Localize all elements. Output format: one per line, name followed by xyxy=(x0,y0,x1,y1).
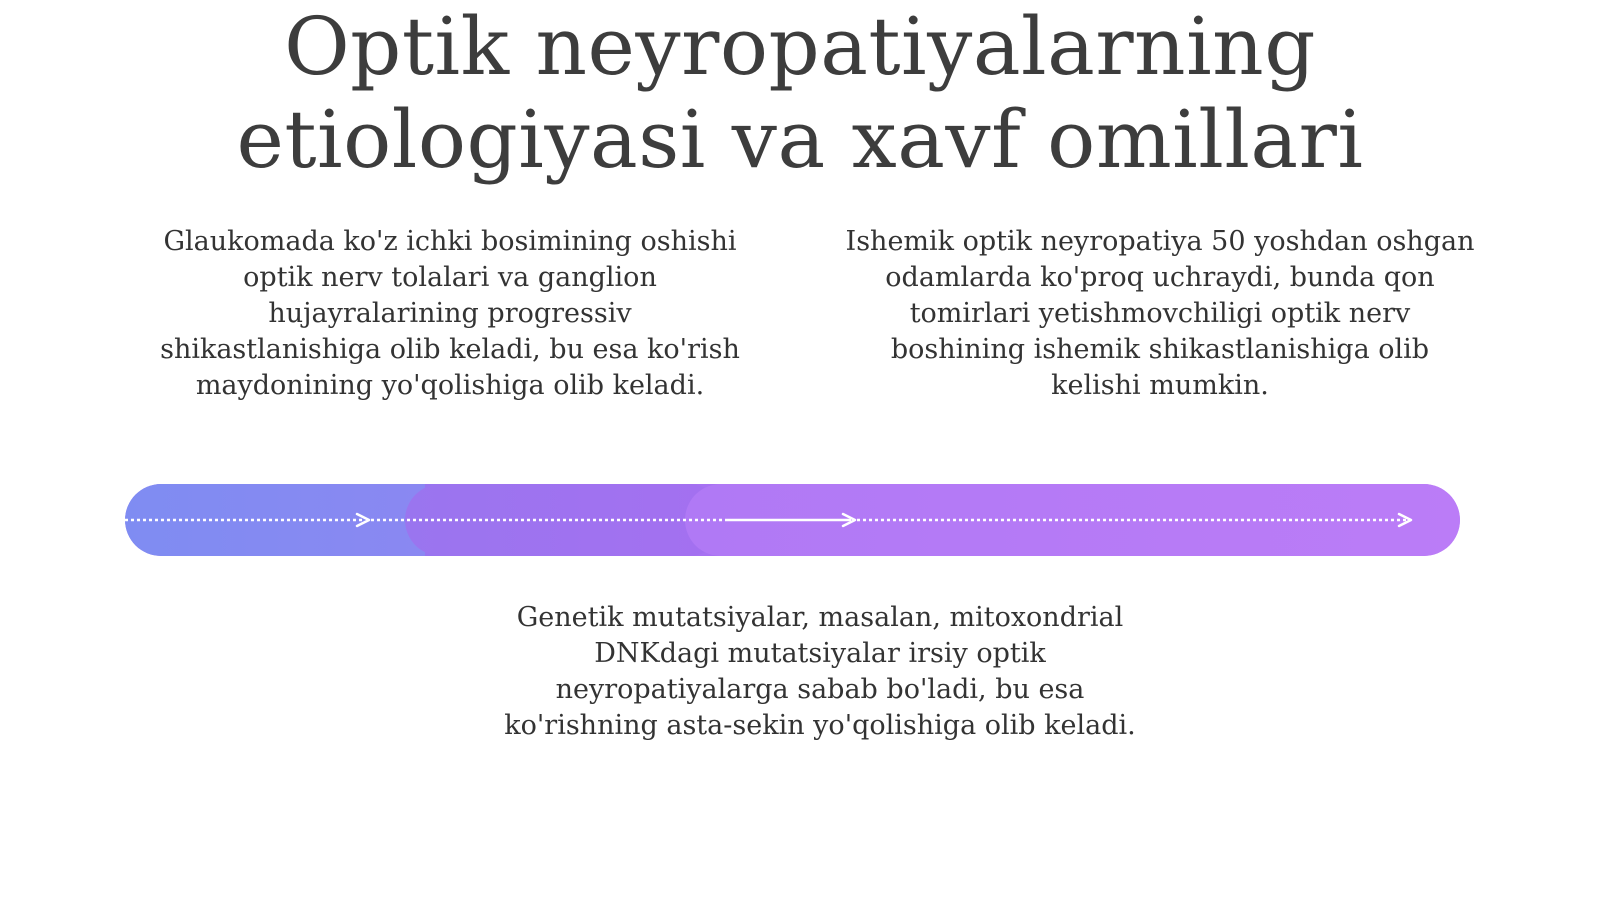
slide-title: Optik neyropatiyalarning etiologiyasi va xavf omillari xyxy=(236,0,1364,186)
text-block-ischemic: Ishemik optik neyropatiya 50 yoshdan oshgan odamlarda ko'proq uchraydi, bunda qon tomirlari yetishmovchiligi optik nerv boshining ishemik shikastlanishiga olib kelishi mumkin. xyxy=(845,226,1475,401)
timeline-arrows xyxy=(125,484,1460,556)
text-block-glaucoma: Glaukomada ko'z ichki bosimining oshishi optik nerv tolalari va ganglion hujayralarining progressiv shikastlanishiga olib keladi, bu esa ko'rish maydonining yo'qolishiga olib keladi. xyxy=(160,226,740,401)
timeline-bar xyxy=(125,484,1460,556)
arrow-head-1 xyxy=(357,514,369,526)
text-block-genetic: Genetik mutatsiyalar, masalan, mitoxondrial DNKdagi mutatsiyalar irsiy optik neyropatiyalarga sabab bo'ladi, bu esa ko'rishning asta-sekin yo'qolishiga olib keladi. xyxy=(504,602,1136,741)
